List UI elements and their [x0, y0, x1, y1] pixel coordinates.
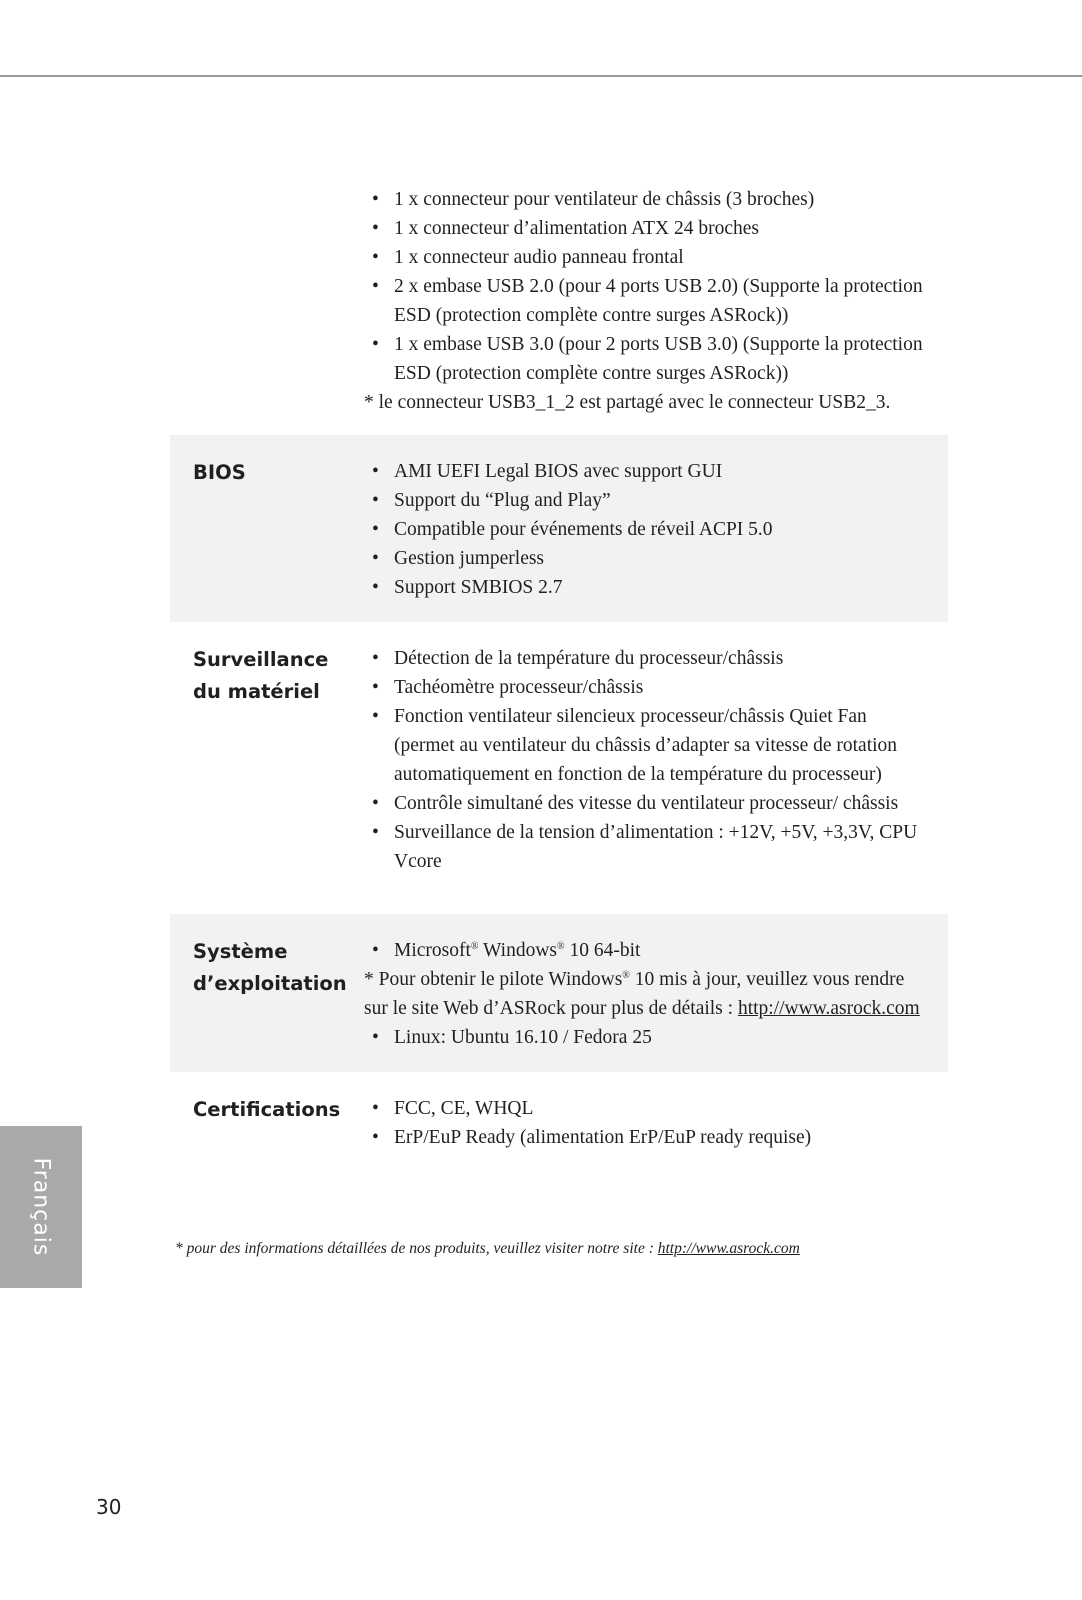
- language-tab: [0, 1126, 82, 1288]
- label-line: du matériel: [193, 680, 320, 703]
- registered-mark: ®: [622, 970, 630, 981]
- list-item: [364, 936, 926, 965]
- list-item: • ErP/EuP Ready (alimentation ErP/EuP ready requise): [364, 1123, 926, 1152]
- footnote-text: * pour des informations détaillées de nos produits, veuillez visiter notre site :: [175, 1240, 654, 1257]
- label-line: Surveillance: [193, 648, 329, 671]
- os-item-text: Windows: [483, 940, 558, 961]
- spec-label-os: [170, 936, 364, 1052]
- spec-label-bios: BIOS: [193, 461, 246, 484]
- list-item: • 1 x connecteur audio panneau frontal: [364, 243, 926, 272]
- label-line: d’exploitation: [193, 972, 347, 995]
- footnote-link[interactable]: http://www.asrock.com: [657, 1240, 800, 1257]
- list-item: • Linux: Ubuntu 16.10 / Fedora 25: [364, 1023, 926, 1052]
- os-note: [364, 965, 926, 1023]
- spec-label-hardware-monitor: [170, 644, 364, 876]
- list-item: • Détection de la température du processeur/châssis: [364, 644, 926, 673]
- list-item: • Tachéomètre processeur/châssis: [364, 673, 926, 702]
- list-item: • 1 x embase USB 3.0 (pour 2 ports USB 3.0) (Supporte la protection ESD (protection complète contre surges ASRock)): [364, 330, 926, 388]
- os-note-text: 10 mis à jour, veuillez vous rendre sur le site Web d’ASRock pour plus de détails :: [364, 969, 905, 1019]
- spec-label-certifications: Certifications: [193, 1098, 341, 1121]
- spec-content-bios: [364, 457, 926, 602]
- spec-table: [170, 185, 948, 1172]
- list-item: • Compatible pour événements de réveil ACPI 5.0: [364, 515, 926, 544]
- list-item: • Support du “Plug and Play”: [364, 486, 926, 515]
- list-item: • Surveillance de la tension d’alimentation : +12V, +5V, +3,3V, CPU Vcore: [364, 818, 926, 876]
- language-tab-label: Français: [28, 1157, 54, 1257]
- spec-row-certifications: [170, 1072, 948, 1172]
- spec-row-connectors: [170, 185, 948, 417]
- footnote: [175, 1240, 800, 1258]
- list-item: • 2 x embase USB 2.0 (pour 4 ports USB 2.0) (Supporte la protection ESD (protection complète contre surges ASRock)): [364, 272, 926, 330]
- list-item: • 1 x connecteur d’alimentation ATX 24 broches: [364, 214, 926, 243]
- os-item-text: Microsoft: [394, 940, 471, 961]
- list-item: • 1 x connecteur pour ventilateur de châssis (3 broches): [364, 185, 926, 214]
- spec-row-hardware-monitor: [170, 622, 948, 896]
- page-number: 30: [96, 1495, 122, 1519]
- registered-mark: ®: [470, 941, 479, 952]
- header-rule: [0, 75, 1082, 77]
- spec-row-os: [170, 914, 948, 1072]
- list-item: • AMI UEFI Legal BIOS avec support GUI: [364, 457, 926, 486]
- asrock-link[interactable]: http://www.asrock.com: [737, 998, 920, 1019]
- list-item: • Contrôle simultané des vitesse du ventilateur processeur/ châssis: [364, 789, 926, 818]
- spec-content-os: [364, 936, 926, 1052]
- spec-row-bios: [170, 435, 948, 622]
- spec-content-connectors: [364, 185, 926, 417]
- list-item: • FCC, CE, WHQL: [364, 1094, 926, 1123]
- os-note-text: * Pour obtenir le pilote Windows: [364, 969, 623, 990]
- spec-content-hardware-monitor: [364, 644, 926, 876]
- list-item: • Fonction ventilateur silencieux processeur/châssis Quiet Fan (permet au ventilateur du châssis d’adapter sa vitesse de rotation automatiquement en fonction de la température du processeur): [364, 702, 926, 789]
- spec-content-certifications: [364, 1094, 926, 1152]
- label-line: Système: [193, 940, 288, 963]
- list-item: • Support SMBIOS 2.7: [364, 573, 926, 602]
- registered-mark: ®: [557, 941, 565, 952]
- list-item: • Gestion jumperless: [364, 544, 926, 573]
- os-item-text: 10 64-bit: [569, 940, 641, 961]
- connector-note: * le connecteur USB3_1_2 est partagé avec le connecteur USB2_3.: [364, 392, 891, 413]
- spec-label-empty: [170, 185, 364, 417]
